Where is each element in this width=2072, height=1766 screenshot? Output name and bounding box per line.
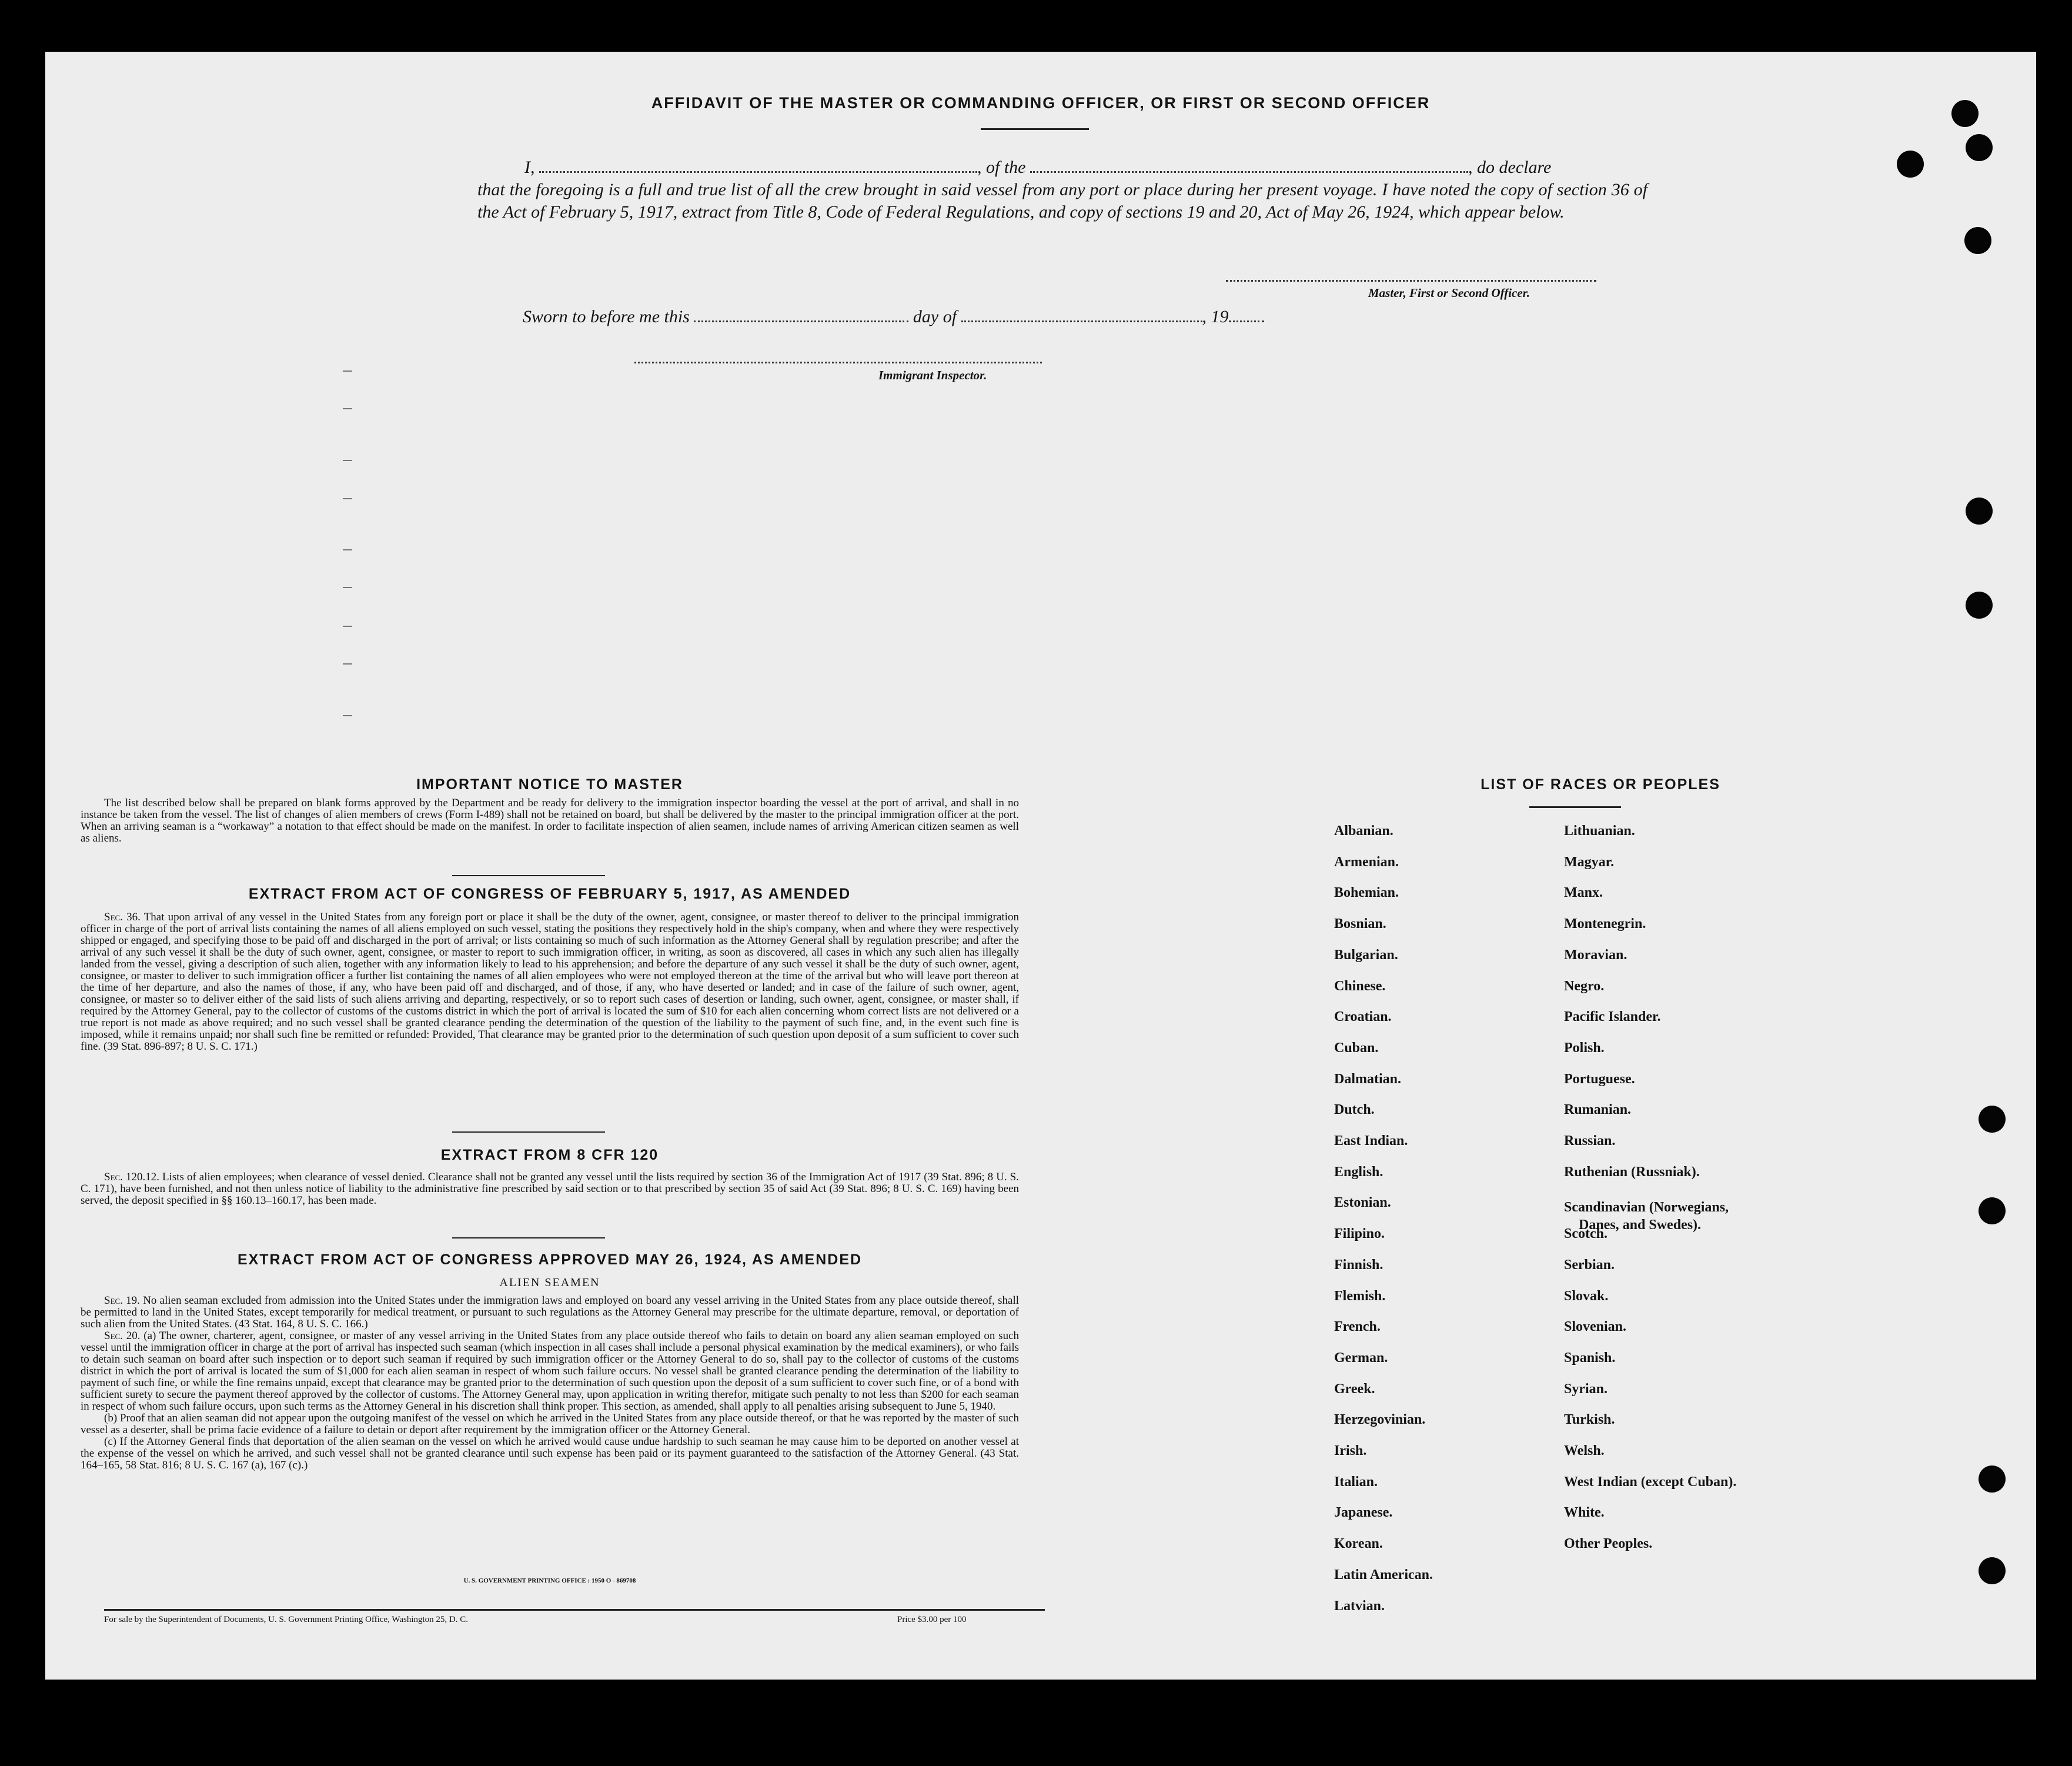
race-item: Herzegovinian.	[1334, 1412, 1426, 1427]
declaration-mid: , of the	[977, 158, 1026, 177]
divider	[981, 128, 1089, 130]
declaration-body: that the foregoing is a full and true list of all the crew brought in said vessel from any port or place during her present voyage. I have noted the copy of section 36 of the Act of February 5, 1917, extract from Title 8, Code of Federal Regulations, and copy of sections 19 and 20, Act of May 26, 1924, which appear below.	[477, 180, 1647, 222]
punch-hole	[1966, 498, 1993, 525]
race-item: Serbian.	[1564, 1257, 1615, 1273]
race-item: Pacific Islander.	[1564, 1009, 1661, 1024]
race-item: Albanian.	[1334, 823, 1393, 839]
race-item: Slovenian.	[1564, 1319, 1627, 1334]
race-item: Turkish.	[1564, 1412, 1615, 1427]
race-item: Korean.	[1334, 1536, 1383, 1551]
race-item: West Indian (except Cuban).	[1564, 1474, 1737, 1490]
declaration-line	[524, 156, 1551, 179]
race-item: German.	[1334, 1350, 1388, 1366]
race-item: Welsh.	[1564, 1443, 1605, 1458]
race-item: Scotch.	[1564, 1226, 1608, 1241]
race-item: Estonian.	[1334, 1195, 1391, 1210]
margin-mark	[343, 370, 352, 372]
margin-mark	[343, 663, 352, 665]
race-item: Dalmatian.	[1334, 1071, 1401, 1087]
race-item: Danes, and Swedes).	[1579, 1217, 1702, 1233]
punch-hole	[1979, 1557, 2006, 1584]
footer-sale: For sale by the Superintendent of Documents, U. S. Government Printing Office, Washington 25, D. C.	[104, 1615, 468, 1624]
race-item: Italian.	[1334, 1474, 1378, 1490]
race-item: East Indian.	[1334, 1133, 1408, 1149]
race-item: Negro.	[1564, 979, 1605, 994]
margin-mark	[343, 715, 352, 716]
inspector-caption: Immigrant Inspector.	[878, 368, 987, 382]
race-item: Russian.	[1564, 1133, 1616, 1149]
divider	[452, 875, 605, 876]
sworn-year-field[interactable]	[1229, 306, 1264, 322]
margin-mark	[343, 549, 352, 550]
race-item: Lithuanian.	[1564, 823, 1635, 839]
race-item: Japanese.	[1334, 1505, 1393, 1520]
race-item: Bohemian.	[1334, 885, 1399, 900]
punch-hole	[1951, 100, 1979, 127]
race-item: Other Peoples.	[1564, 1536, 1653, 1551]
gpo-imprint: U. S. GOVERNMENT PRINTING OFFICE : 1950 O - 869708	[463, 1577, 636, 1584]
race-item: Magyar.	[1564, 854, 1615, 870]
punch-hole	[1964, 227, 1991, 254]
extract-cfr-title: EXTRACT FROM 8 CFR 120	[440, 1147, 659, 1163]
punch-hole	[1979, 1197, 2006, 1224]
race-item: Scandinavian (Norwegians,	[1564, 1200, 1729, 1215]
race-item: French.	[1334, 1319, 1381, 1334]
punch-hole	[1966, 134, 1993, 161]
race-item: Armenian.	[1334, 854, 1399, 870]
race-item: Cuban.	[1334, 1040, 1379, 1056]
footer-rule	[104, 1609, 1045, 1611]
race-item: Portuguese.	[1564, 1071, 1635, 1087]
race-item: Spanish.	[1564, 1350, 1616, 1366]
punch-hole	[1979, 1106, 2006, 1133]
race-item: Manx.	[1564, 885, 1603, 900]
divider	[452, 1237, 605, 1238]
race-item: Ruthenian (Russniak).	[1564, 1164, 1700, 1180]
sworn-day-field[interactable]	[694, 306, 908, 322]
margin-mark	[343, 626, 352, 627]
race-item: Rumanian.	[1564, 1102, 1632, 1117]
extract-1917-title: EXTRACT FROM ACT OF CONGRESS OF FEBRUARY 5, 1917, AS AMENDED	[248, 886, 851, 902]
race-item: Montenegrin.	[1564, 916, 1646, 932]
race-item: Flemish.	[1334, 1288, 1386, 1304]
name-field[interactable]	[539, 157, 977, 173]
extract-1924-body: Sec. 19. No alien seaman excluded from admission into the United States under the immigration laws and employed on board any vessel arriving in the United States from any place outside thereof, shall be permitted to land in the United States, except temporarily for medical treatment, or pursuant to such regulations as the Attorney General may prescribe for the ultimate departure, removal, or deportation of such alien from the United States. (43 Stat. 164, 8 U. S. C. 166.) Sec. 20. (a) The owner, charterer, agent, consignee, or master of any vessel arriving in the United States from any place outside thereof who fails to detain on board any alien seaman employed on such vessel until the immigration officer in charge at the port of arrival has inspected such seaman (which inspection in all cases shall include a personal physical examination by the medical examiners), or who fails to detain such seaman on board after such inspection or to deport such seaman if required by such immigration officer or the Attorney General to do so, shall pay to the collector of customs of the customs district in which the port of arrival is located the sum of $1,000 for each alien seaman in respect of whom such failure occurs. No vessel shall be granted clearance pending the determination of the liability to payment of such fine, or while the fine remains unpaid, except that clearance may be granted prior to the determination of such question upon the deposit of a sum sufficient to cover such fine, or of a bond with sufficient surety to secure the payment thereof approved by the collector of customs. The Attorney General may, upon application in writing therefor, mitigate such penalty to not less than $200 for each seaman in respect of whom such failure occurs, upon such terms as the Attorney General in his discretion shall think proper. This section, as amended, shall apply to all penalties arising subsequent to June 5, 1940. (b) Proof that an alien seaman did not appear upon the outgoing manifest of the vessel on which he arrived in the United States from any place outside thereof, or that he was reported by the master of such vessel as a deserter, shall be prima facie evidence of a failure to detain or deport after requirement by the immigration officer or the Attorney General. (c) If the Attorney General finds that deportation of the alien seaman on the vessel on which he arrived would cause undue hardship to such seaman he may cause him to be deported on another vessel at the expense of the vessel on which he arrived, and such vessel shall not be granted clearance until such expense has been paid or its payment guaranteed to the satisfaction of the Attorney General. (43 Stat. 164–165, 58 Stat. 816; 8 U. S. C. 167 (a), 167 (c).)	[81, 1294, 1020, 1471]
race-item: Moravian.	[1564, 947, 1627, 963]
master-caption: Master, First or Second Officer.	[1368, 286, 1530, 300]
races-title: LIST OF RACES OR PEOPLES	[1481, 776, 1720, 793]
alien-seamen-subtitle: ALIEN SEAMEN	[499, 1276, 600, 1289]
margin-mark	[343, 498, 352, 499]
race-item: Latvian.	[1334, 1598, 1385, 1614]
sworn-prefix: Sworn to before me this	[523, 307, 690, 326]
race-item: Croatian.	[1334, 1009, 1392, 1024]
footer-price: Price $3.00 per 100	[897, 1615, 967, 1624]
race-item: English.	[1334, 1164, 1383, 1180]
punch-hole	[1897, 151, 1924, 178]
punch-hole	[1966, 592, 1993, 619]
race-item: Chinese.	[1334, 979, 1386, 994]
race-item: Bulgarian.	[1334, 947, 1398, 963]
form-page	[45, 52, 2036, 1680]
extract-1917-body: Sec. 36. That upon arrival of any vessel in the United States from any foreign port or place it shall be the duty of the owner, agent, consignee, or master thereof to deliver to the principal immigration officer in charge of the port of arrival lists containing the names of all aliens employed on such vessel, stating the positions they respectively hold in the ship's company, when and where they were respectively shipped or engaged, and specifying those to be paid off and discharged in the port of arrival; or lists containing so much of such information as the Attorney General shall by regulation prescribe; and after the arrival of any such vessel it shall be the duty of such owner, agent, consignee, or master to report to such immigration officer, in writing, as soon as discovered, all cases in which any such alien has illegally landed from the vessel, giving a description of such alien, together with any information likely to lead to his apprehension; and before the departure of any such vessel it shall be the duty of such owner, agent, consignee, or master to deliver to such immigration officer a further list containing the names of all alien employees who were not employed thereon at the time of the arrival but who will leave port thereon at the time of her departure, and also the names of those, if any, who have been paid off and discharged, and of those, if any, who have deserted or landed; and in case of the failure of such owner, agent, consignee, or master so to deliver either of the said lists of such aliens arriving and departing, respectively, or so to report such cases of desertion or landing, such owner, agent, consignee, or master shall, if required by the Attorney General, pay to the collector of customs of the customs district in which the port of arrival is located the sum of $10 for each alien concerning whom correct lists are not delivered or a true report is not made as above required; and no such vessel shall be granted clearance pending the determination of the question of the liability to the payment of such fine, and, in the event such fine is imposed, while it remains unpaid; nor shall such fine be remitted or refunded: Provided, That clearance may be granted prior to the determination of such question upon deposit of a sum sufficient to cover such fine. (39 Stat. 896-897; 8 U. S. C. 171.)	[81, 911, 1019, 1053]
race-item: Dutch.	[1334, 1102, 1375, 1117]
notice-body: The list described below shall be prepared on blank forms approved by the Department and be ready for delivery to the immigration inspector boarding the vessel at the port of arrival, and shall in no instance be taken from the vessel. The list of changes of alien members of crews (Form I-489) shall not be retained on board, but shall be delivered by the master to the principal immigration officer at the port. When an arriving seaman is a “workaway” a notation to that effect should be made on the manifest. In order to facilitate inspection of alien seamen, include names of arriving American citizen seamen as well as aliens.	[81, 797, 1019, 844]
race-item: Latin American.	[1334, 1567, 1433, 1583]
race-item: Slovak.	[1564, 1288, 1609, 1304]
sworn-mid: day of	[913, 307, 957, 326]
master-signature-line[interactable]	[1226, 280, 1596, 282]
sworn-line	[523, 306, 1264, 328]
divider	[452, 1131, 605, 1133]
extract-cfr-body: Sec. 120.12. Lists of alien employees; when clearance of vessel denied. Clearance shall not be granted any vessel until the lists required by section 36 of the Immigration Act of 1917 (39 Stat. 896; 8 U. S. C. 171), have been furnished, and not then unless notice of liability to the administrative fine prescribed by said section or to that prescribed by section 35 of said Act (39 Stat. 896; 8 U. S. C. 169) having been served, the deposit specified in §§ 160.13–160.17, has been made.	[81, 1171, 1019, 1207]
extract-1924-title: EXTRACT FROM ACT OF CONGRESS APPROVED MAY 26, 1924, AS AMENDED	[237, 1251, 863, 1268]
margin-mark	[343, 460, 352, 461]
race-item: Greek.	[1334, 1381, 1375, 1397]
declaration-end: , do declare	[1468, 158, 1552, 177]
vessel-field[interactable]	[1030, 157, 1468, 173]
inspector-signature-line[interactable]	[634, 362, 1042, 363]
race-item: Polish.	[1564, 1040, 1605, 1056]
affidavit-title: AFFIDAVIT OF THE MASTER OR COMMANDING OFFICER, OR FIRST OR SECOND OFFICER	[651, 94, 1431, 112]
race-item: Finnish.	[1334, 1257, 1383, 1273]
punch-hole	[1979, 1465, 2006, 1493]
declaration-prefix: I,	[524, 158, 535, 177]
sworn-month-field[interactable]	[961, 306, 1202, 322]
margin-mark	[343, 408, 352, 409]
divider	[1529, 806, 1621, 808]
margin-mark	[343, 587, 352, 588]
race-item: Syrian.	[1564, 1381, 1608, 1397]
sworn-year: , 19	[1202, 307, 1229, 326]
race-item: Irish.	[1334, 1443, 1367, 1458]
notice-title: IMPORTANT NOTICE TO MASTER	[416, 776, 683, 793]
race-item: Filipino.	[1334, 1226, 1385, 1241]
race-item: White.	[1564, 1505, 1605, 1520]
race-item: Bosnian.	[1334, 916, 1386, 932]
